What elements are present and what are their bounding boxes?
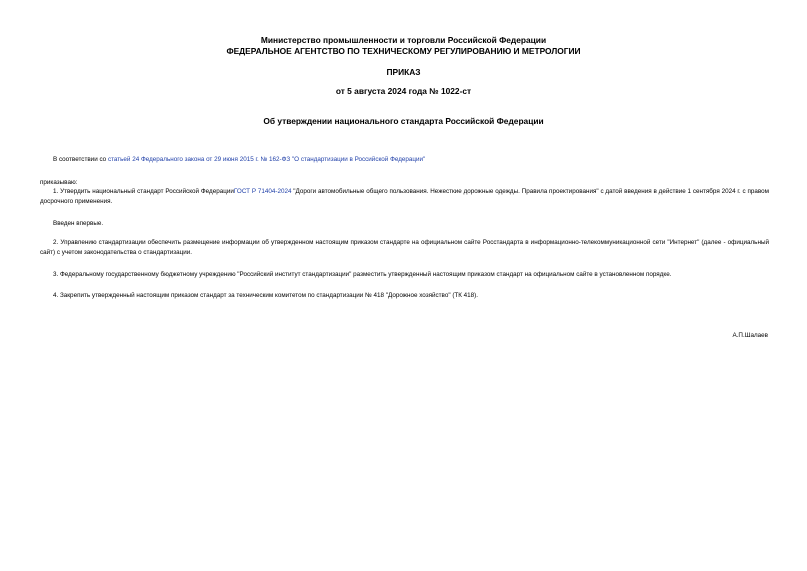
- document-title: Об утверждении национального стандарта Российской Федерации: [263, 116, 544, 126]
- federal-law-link[interactable]: статьей 24 Федерального закона от 29 июня 2015 г. № 162-ФЗ "О стандартизации в Российской Федерации": [107, 156, 426, 163]
- paragraph-3: 3. Федеральному государственному бюджетному учреждению "Российский институт стандартизации" разместить утвержденный настоящим приказом стандарт на официальном сайте в установленном порядке.: [53, 271, 672, 278]
- signature-name: А.П.Шалаев: [732, 332, 768, 339]
- paragraph-2: 2. Управлению стандартизации обеспечить размещение информации об утвержденном настоящим приказом стандарте на официальном сайте Росстандарта в информационно-телекоммуникационной сети "Интернет" (далее - официальный сайт) с учетом законодательства о стандартизации.: [40, 239, 769, 256]
- paragraph-1: [40, 187, 769, 207]
- document-type: ПРИКАЗ: [386, 67, 421, 77]
- gost-standard-link[interactable]: ГОСТ Р 71404-2024: [233, 188, 292, 195]
- paragraph-1-rest: "Дороги автомобильные общего пользования. Нежесткие дорожные одежды. Правила проектирования" с датой введения в действие 1 сентября 2024 г. с правом досрочного применения.: [40, 188, 769, 205]
- paragraph-4: 4. Закрепить утвержденный настоящим приказом стандарт за техническим комитетом по стандартизации № 418 "Дорожное хозяйство" (ТК 418).: [53, 292, 479, 299]
- agency-name: ФЕДЕРАЛЬНОЕ АГЕНТСТВО ПО ТЕХНИЧЕСКОМУ РЕГУЛИРОВАНИЮ И МЕТРОЛОГИИ: [226, 46, 581, 56]
- ministry-name: Министерство промышленности и торговли Российской Федерации: [260, 35, 547, 45]
- paragraph-1-prefix: 1. Утвердить национальный стандарт Российской Федерации: [53, 188, 234, 195]
- preamble-paragraph: [40, 155, 769, 165]
- order-word: приказываю:: [40, 179, 78, 186]
- introduced-note: Введен впервые.: [53, 220, 104, 227]
- preamble-prefix: В соответствии со: [53, 156, 108, 163]
- document-date-number: от 5 августа 2024 года № 1022-ст: [335, 86, 472, 96]
